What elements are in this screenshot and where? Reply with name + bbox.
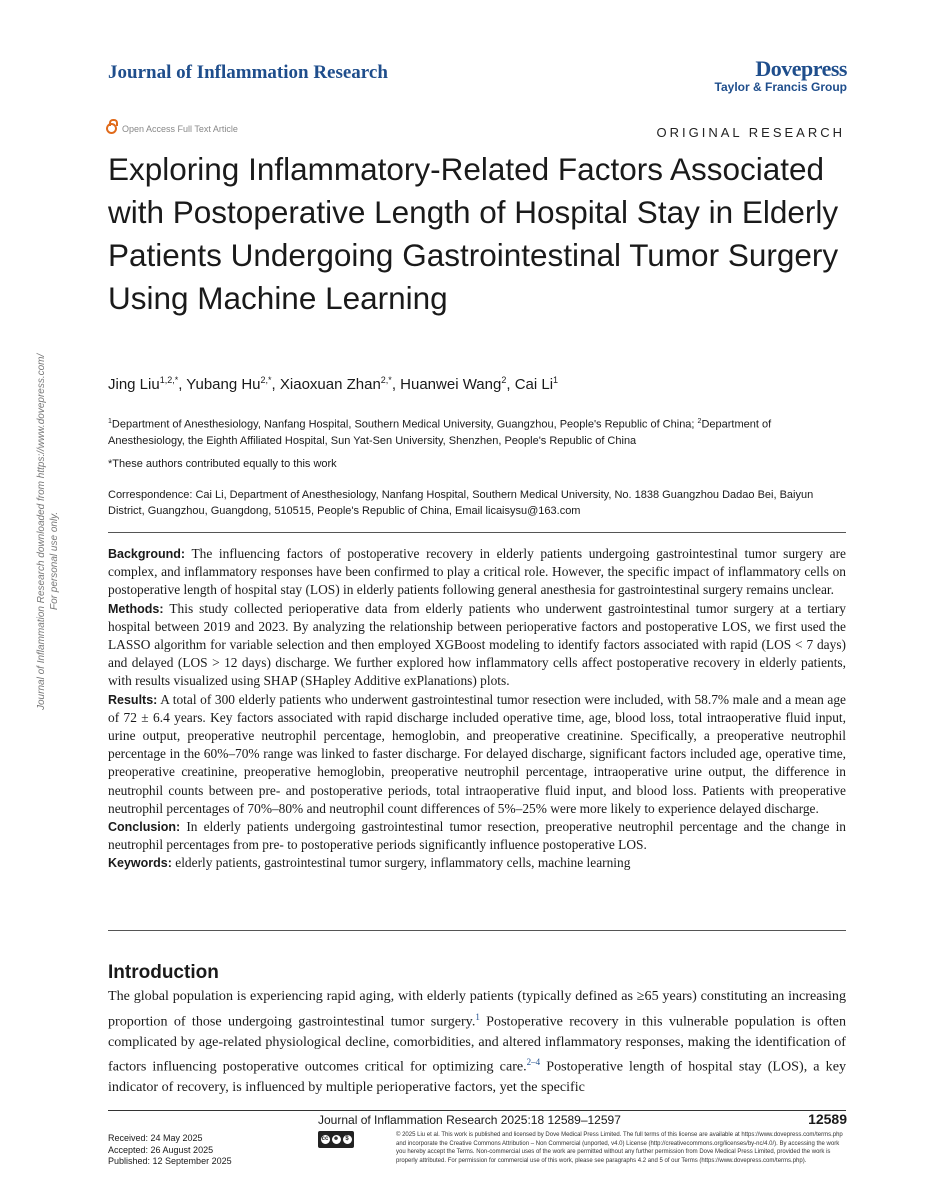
- article-title: Exploring Inflammatory-Related Factors Associated with Postoperative Length of Hospital Stay in Elderly Patients Undergoing Gastrointestinal Tumor Surgery Using Machine Learning: [108, 151, 839, 316]
- affiliation-text: Department of Anesthesiology, Nanfang Hospital, Southern Medical University, Guangzhou, People's Republic of China;: [111, 418, 698, 431]
- abstract-section-label: Methods:: [108, 601, 164, 616]
- cc-license-icon[interactable]: [318, 1131, 354, 1148]
- footer-rule: [108, 1110, 846, 1111]
- abstract-background: [108, 545, 846, 600]
- abstract-section-text: A total of 300 elderly patients who underwent gastrointestinal tumor resection were included, with 58.7% male and a mean age of 72 ± 6.4 years. Key factors associated with rapid discharge included operative time, age, blood loss, total intraoperative fluid input, urine output, preoperative neutrophil percentage, hemoglobin, and preoperative creatinine. Specifically, a preoperative neutrophil percentage in the 60%–70% range was linked to faster discharge. For delayed discharge, significant factors included age, operative time, preoperative creatinine, preoperative hemoglobin, preoperative neutrophil percentage, intraoperative urine output, the difference in neutrophil counts between pre- and postoperative periods, total intraoperative fluid input, and blood loss. Patients with preoperative neutrophil percentages of 70%–80% and neutrophil count differences of 5%–25% were more likely to experience delayed discharge.: [108, 691, 846, 816]
- author-name[interactable]: Yubang Hu: [186, 376, 261, 393]
- abstract-methods: [108, 600, 846, 691]
- abstract-section-text: The influencing factors of postoperative recovery in elderly patients undergoing gastrointestinal tumor surgery are complex, and inflammatory responses have been confirmed to play a critical role. However, the specific impact of inflammatory cells on postoperative length of hospital stay (LOS) in elderly patients following general anesthesia for gastrointestinal surgery remains unclear.: [108, 546, 847, 598]
- open-access-label: Open Access Full Text Article: [122, 123, 238, 134]
- published-date: Published: 12 September 2025: [108, 1156, 232, 1166]
- publisher-group: Taylor & Francis Group: [714, 80, 847, 94]
- page-number: 12589: [808, 1111, 847, 1127]
- download-watermark: [22, 300, 82, 720]
- open-access-lock-icon: [106, 123, 117, 134]
- author-affiliation-marker: 1: [553, 375, 559, 385]
- abstract-section-label: Conclusion:: [108, 820, 181, 835]
- publication-dates: [108, 1133, 232, 1168]
- section-heading-introduction: Introduction: [108, 962, 219, 983]
- affiliation-marker: 1: [108, 418, 112, 425]
- introduction-paragraph: [108, 986, 846, 1098]
- author-affiliation-marker: 2,*: [380, 375, 392, 385]
- accepted-date: Accepted: 26 August 2025: [108, 1144, 214, 1155]
- by-icon: ☻: [332, 1136, 340, 1142]
- nc-icon: $: [343, 1135, 352, 1144]
- intro-text-segment: The global population is experiencing rapid aging, with elderly patients (typically defined as ≥65 years) constituting an increasing proportion of those undergoing gastrointestinal tumor surgery.: [108, 988, 846, 1030]
- author-list: Jing Liu$^{1,2,*}$, Yubang $Hu^{2,*}$, Xiaoxuan Zhan$^{2,*}$, Huanwei Wang$^2$, Cai Li$^1$: [108, 375, 559, 393]
- watermark-line-1: Journal of Inflammation Research downloaded from https://www.dovepress.com/: [36, 353, 47, 710]
- abstract-top-rule: [108, 532, 846, 533]
- abstract-section-text: This study collected perioperative data from elderly patients who underwent gastrointestinal tumor surgery at a tertiary hospital between 2019 and 2023. By analyzing the relationship between perioperative factors and postoperative LOS, we first used the LASSO algorithm for variable selection and then employed XGBoost modeling to identify factors associated with rapid (LOS < 7 days) and delayed (LOS > 12 days) discharge. We further explored how inflammatory cells affect postoperative recovery in elderly patients, with results visualized using SHAP (SHapley Additive exPlanations) plots.: [108, 600, 846, 689]
- affiliation-text: Department of Anesthesiology, the Eighth Affiliated Hospital, Sun Yat-Sen University, Shenzhen, People's Republic of China: [108, 418, 772, 447]
- abstract: [108, 545, 846, 873]
- author-name[interactable]: Xiaoxuan Zhan: [279, 376, 381, 393]
- keywords-text: elderly patients, gastrointestinal tumor surgery, inflammatory cells, machine learning: [175, 855, 631, 871]
- equal-contribution-note: *These authors contributed equally to this work: [108, 458, 337, 470]
- abstract-bottom-rule: [108, 930, 846, 931]
- abstract-section-label: Background:: [108, 547, 186, 561]
- license-text: © 2025 Liu et al. This work is published and licensed by Dove Medical Press Limited. The full terms of this license are available at https://www.dovepress.com/terms.php and incorporate the Creative Commons Attribution – Non Commercial (unported, v4.0) License (http://creativecommons.org/licenses/by-nc/4.0/). By accessing the work you hereby accept the Terms. Non-commercial uses of the work are permitted without any further permission from Dove Medical Press Limited, provided the work is properly attributed. For permission for commercial use of this work, please see paragraphs 4.2 and 5 of our Terms (https://www.dovepress.com/terms.php).: [396, 1132, 843, 1164]
- affiliation-marker: 2: [697, 418, 702, 425]
- author-affiliation-marker: 2: [501, 375, 507, 385]
- publisher-logo[interactable]: [715, 58, 847, 94]
- abstract-conclusion: [108, 818, 846, 854]
- abstract-section-label: Results:: [108, 692, 158, 707]
- author-name[interactable]: Jing Liu: [108, 376, 160, 393]
- reference-link[interactable]: 1: [475, 1011, 480, 1022]
- author-name[interactable]: Cai Li: [514, 376, 554, 393]
- correspondence: Correspondence: Cai Li, Department of Anesthesiology, Nanfang Hospital, Southern Medical University, No. 1838 Guangzhou Dadao Bei, Baiyun District, Guangzhou, Guangdong, 510515, People's Republic of China, Email licaisysu@163.com: [108, 489, 814, 517]
- publisher-brand: Dovepress: [755, 56, 847, 81]
- footer-citation[interactable]: Journal of Inflammation Research 2025:18 12589–12597: [318, 1113, 621, 1127]
- abstract-keywords: [108, 854, 846, 872]
- received-date: Received: 24 May 2025: [108, 1133, 203, 1143]
- article-type: ORIGINAL RESEARCH: [656, 125, 845, 140]
- watermark-line-2: For personal use only.: [49, 511, 60, 610]
- intro-text-segment: Postoperative length of hospital stay (LOS), a key indicator of recovery, is influenced by multiple perioperative factors, yet the specific: [108, 1058, 846, 1096]
- abstract-section-text: In elderly patients undergoing gastrointestinal tumor resection, preoperative neutrophil percentage and the change in neutrophil percentages from pre- to postoperative periods significantly influence postoperative LOS.: [108, 819, 846, 853]
- reference-link[interactable]: 2–4: [526, 1057, 541, 1068]
- abstract-results: [108, 691, 846, 818]
- author-affiliation-marker: 2,*: [260, 375, 272, 385]
- affiliations: [108, 414, 820, 449]
- abstract-section-label: Keywords:: [108, 856, 172, 871]
- author-affiliation-marker: 1,2,*: [159, 375, 179, 385]
- intro-text-segment: Postoperative recovery in this vulnerable population is often complicated by age-related physiological decline, comorbidities, and altered inflammatory responses, making the identification of factors influencing postoperative outcomes critical for optimizing care.: [108, 1013, 846, 1075]
- journal-title[interactable]: Journal of Inflammation Research: [108, 62, 388, 83]
- open-access-badge: [106, 123, 238, 134]
- cc-icon: cc: [321, 1136, 329, 1142]
- author-name[interactable]: Huanwei Wang: [400, 376, 502, 393]
